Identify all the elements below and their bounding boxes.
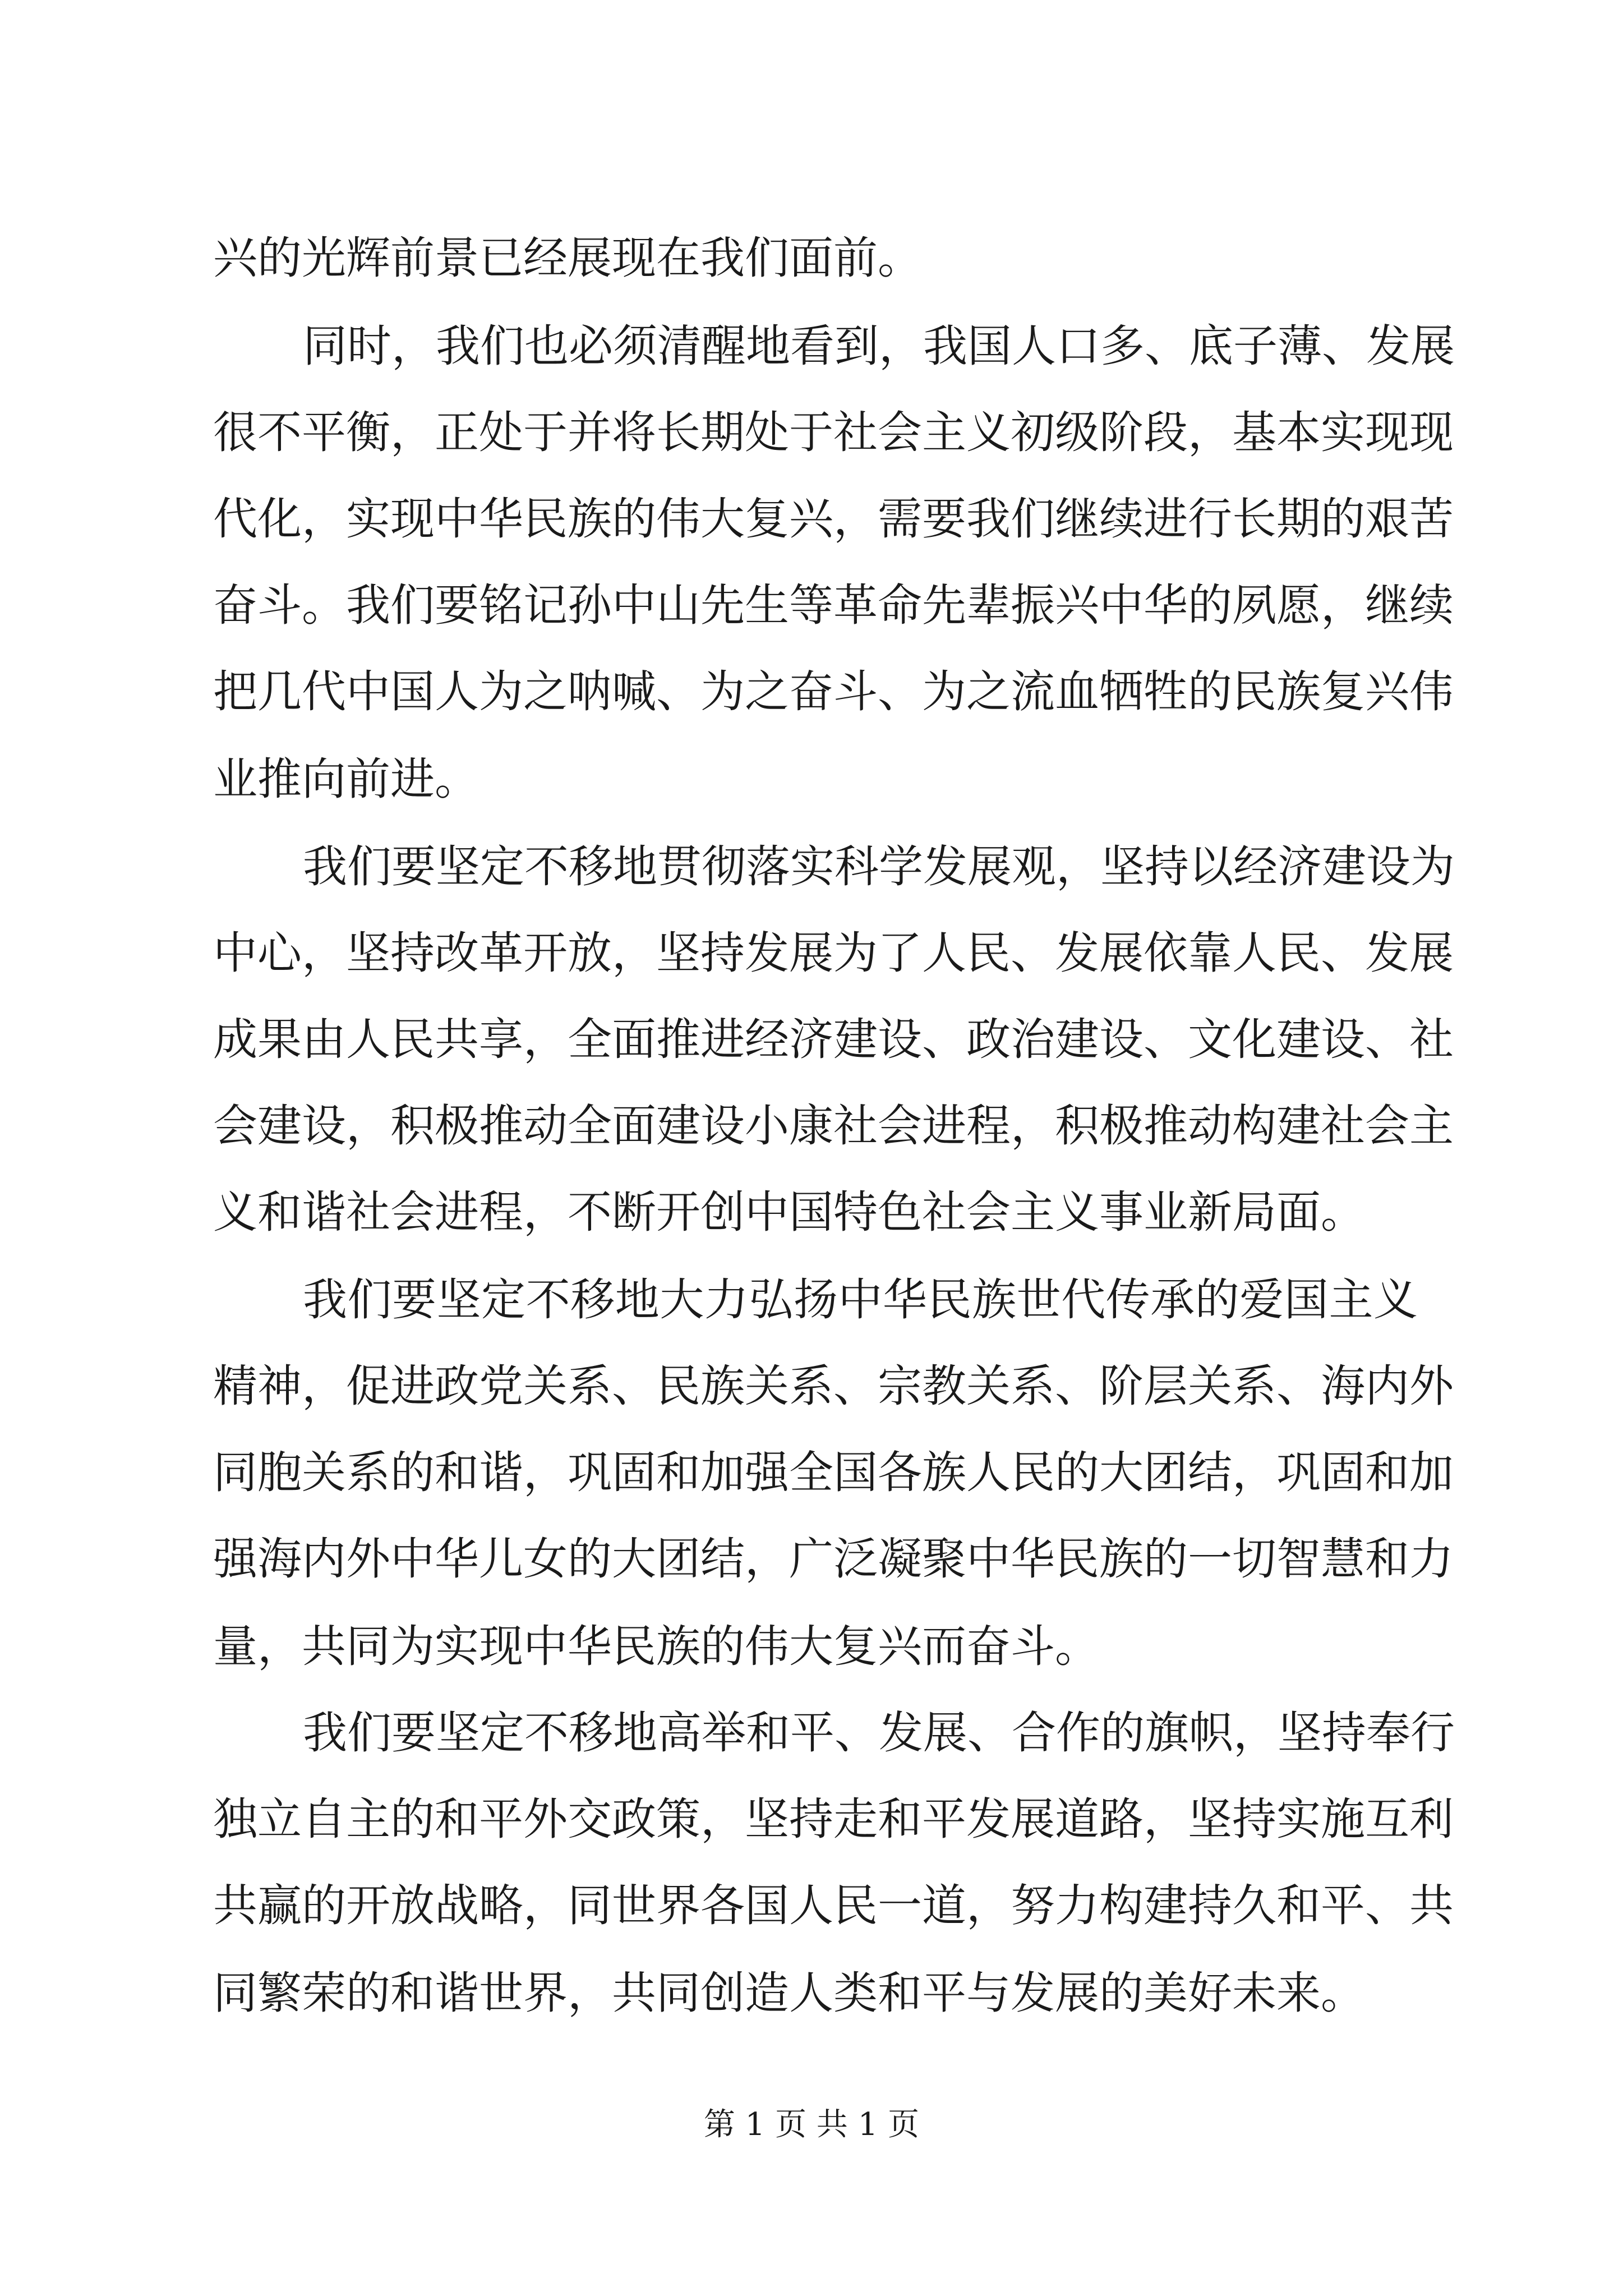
text-line: 精神，促进政党关系、民族关系、宗教关系、阶层关系、海内外 bbox=[213, 1360, 1454, 1412]
paragraph-first-line: 我们要坚定不移地高举和平、发展、合作的旗帜，坚持奉行 bbox=[303, 1707, 1455, 1759]
text-line: 同胞关系的和谐，巩固和加强全国各族人民的大团结，巩固和加 bbox=[213, 1447, 1454, 1498]
text-line: 共赢的开放战略，同世界各国人民一道，努力构建持久和平、共 bbox=[213, 1880, 1454, 1931]
paragraph-first-line: 我们要坚定不移地大力弘扬中华民族世代传承的爱国主义 bbox=[303, 1274, 1418, 1326]
paragraph-first-line: 我们要坚定不移地贯彻落实科学发展观，坚持以经济建设为 bbox=[303, 841, 1455, 892]
text-line: 强海内外中华儿女的大团结，广泛凝聚中华民族的一切智慧和力 bbox=[213, 1533, 1454, 1585]
text-line: 业推向前进。 bbox=[213, 753, 479, 805]
text-line: 义和谐社会进程，不断开创中国特色社会主义事业新局面。 bbox=[213, 1186, 1365, 1238]
text-line: 很不平衡，正处于并将长期处于社会主义初级阶段，基本实现现 bbox=[213, 407, 1454, 458]
text-line: 会建设，积极推动全面建设小康社会进程，积极推动构建社会主 bbox=[213, 1100, 1454, 1152]
text-line: 兴的光辉前景已经展现在我们面前。 bbox=[213, 232, 922, 284]
text-line: 代化，实现中华民族的伟大复兴，需要我们继续进行长期的艰苦 bbox=[213, 493, 1454, 545]
text-line: 量，共同为实现中华民族的伟大复兴而奋斗。 bbox=[213, 1621, 1099, 1672]
page-footer: 第 1 页 共 1 页 bbox=[703, 2106, 920, 2143]
text-line: 中心，坚持改革开放，坚持发展为了人民、发展依靠人民、发展 bbox=[213, 927, 1454, 979]
text-line: 同繁荣的和谐世界，共同创造人类和平与发展的美好未来。 bbox=[213, 1967, 1365, 2019]
text-line: 成果由人民共享，全面推进经济建设、政治建设、文化建设、社 bbox=[213, 1014, 1454, 1065]
text-line: 奋斗。我们要铭记孙中山先生等革命先辈振兴中华的夙愿，继续 bbox=[213, 579, 1454, 631]
text-line: 独立自主的和平外交政策，坚持走和平发展道路，坚持实施互利 bbox=[213, 1793, 1454, 1845]
paragraph-first-line: 同时，我们也必须清醒地看到，我国人口多、底子薄、发展 bbox=[303, 320, 1455, 372]
text-line: 把几代中国人为之呐喊、为之奋斗、为之流血牺牲的民族复兴伟 bbox=[213, 666, 1454, 717]
